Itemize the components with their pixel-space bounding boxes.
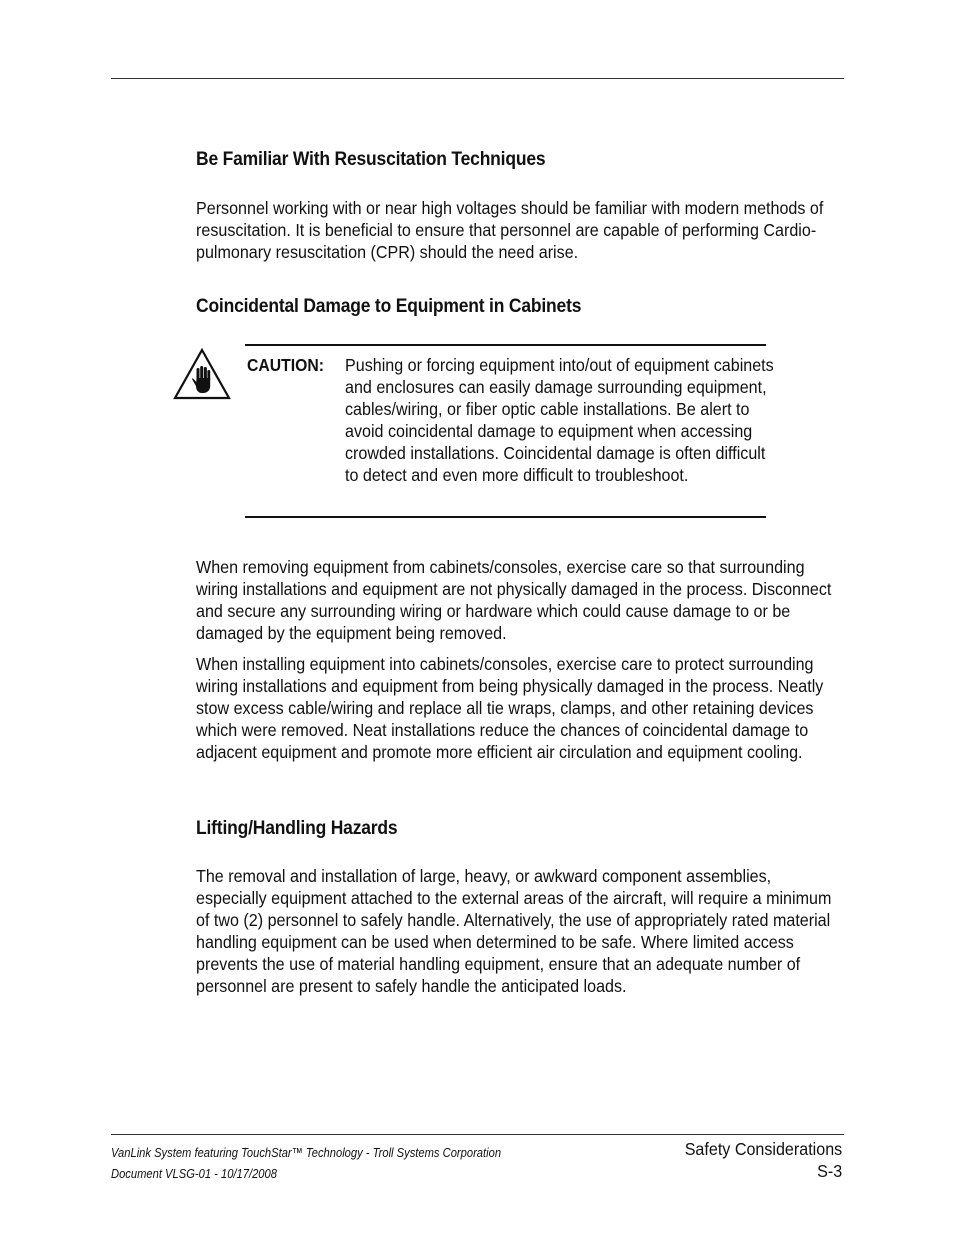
footer-rule <box>111 1134 844 1135</box>
footer-document-line: Document VLSG-01 - 10/17/2008 <box>111 1166 277 1181</box>
caution-notice <box>245 344 774 518</box>
footer-section-name: Safety Considerations <box>684 1139 842 1159</box>
paragraph-lifting-hazards: The removal and installation of large, heavy, or awkward component assemblies, especially equipment attached to the external areas of the aircraft, will require a minimum of two (2) personnel to safely handle. Alternatively, the use of appropriately rated material handling equipment can be used when determined to be safe. Where limited access prevents the use of material handling equipment, ensure that an adequate number of personnel are present to safely handle the anticipated loads. <box>196 866 832 996</box>
paragraph-resuscitation: Personnel working with or near high voltages should be familiar with modern methods of resuscitation. It is beneficial to ensure that personnel are capable of performing Cardio-pulmonary resuscitation (CPR) should the need arise. <box>196 198 824 262</box>
header-rule <box>111 78 844 79</box>
section-heading-coincidental-damage: Coincidental Damage to Equipment in Cabinets <box>196 296 582 317</box>
section-heading-lifting-hazards: Lifting/Handling Hazards <box>196 818 398 839</box>
caution-text: Pushing or forcing equipment into/out of equipment cabinets and enclosures can easily damage surrounding equipment, cables/wiring, or fiber optic cable installations. Be alert to avoid coincidental damage to equipment when accessing crowded installations. Coincidental damage is often difficult to detect and even more difficult to troubleshoot. <box>345 355 774 485</box>
caution-hand-icon <box>172 347 232 401</box>
paragraph-installing-equipment: When installing equipment into cabinets/consoles, exercise care to protect surrounding wiring installations and equipment from being physically damaged in the process. Neatly stow excess cable/wiring and replace all tie wraps, clamps, and other retaining devices which were removed. Neat installations reduce the chances of coincidental damage to adjacent equipment and promote more efficient air circulation and equipment cooling. <box>196 654 824 762</box>
footer-document-info <box>111 1142 501 1184</box>
paragraph-removing-equipment: When removing equipment from cabinets/consoles, exercise care so that surrounding wiring installations and equipment are not physically damaged in the process. Disconnect and secure any surrounding wiring or hardware which could cause damage to or be damaged by the equipment being removed. <box>196 557 832 643</box>
footer-page-number: S-3 <box>816 1161 842 1181</box>
footer-company-line: VanLink System featuring TouchStar™ Technology - Troll Systems Corporation <box>111 1145 502 1160</box>
footer-page-info <box>684 1138 842 1182</box>
section-heading-resuscitation: Be Familiar With Resuscitation Techniques <box>196 149 546 170</box>
caution-label: CAUTION: <box>247 355 324 375</box>
